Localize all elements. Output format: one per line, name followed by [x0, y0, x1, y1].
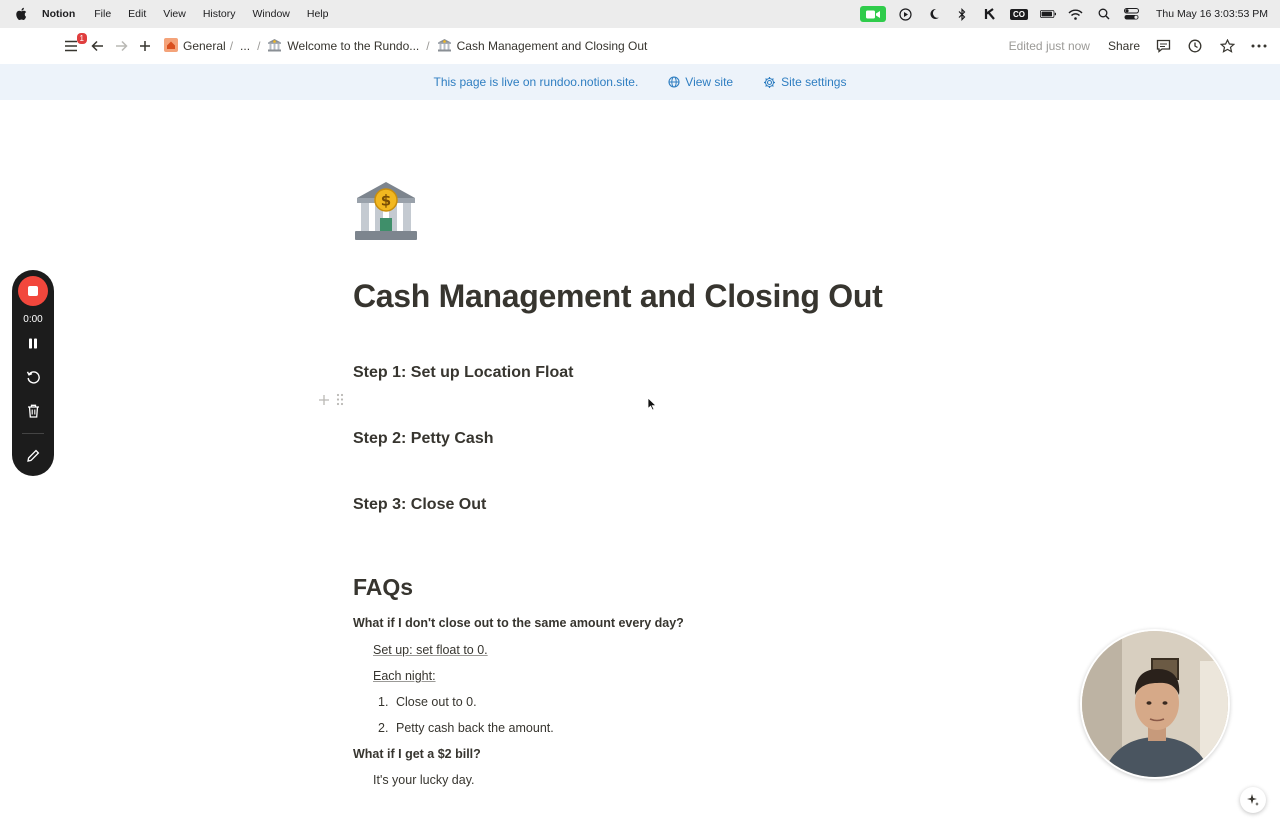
- notion-ai-button[interactable]: [1240, 787, 1266, 813]
- breadcrumb-current-page[interactable]: [437, 38, 648, 55]
- gear-icon: [763, 76, 776, 89]
- menu-bar-clock[interactable]: Thu May 16 3:03:53 PM: [1155, 8, 1268, 20]
- bank-icon[interactable]: [353, 178, 419, 244]
- wifi-icon[interactable]: [1068, 7, 1084, 21]
- heading-step-3[interactable]: Step 3: Close Out: [353, 496, 487, 513]
- restart-icon[interactable]: [23, 367, 43, 387]
- co-app-icon[interactable]: CO: [1010, 9, 1028, 20]
- breadcrumb-current-label: Cash Management and Closing Out: [456, 39, 648, 53]
- svg-text:$: $: [380, 191, 392, 210]
- arrow-left-icon: [91, 40, 104, 52]
- menu-history[interactable]: History: [202, 8, 236, 20]
- faq-answer-setup[interactable]: Set up: set float to 0.: [373, 643, 488, 657]
- list-item[interactable]: [378, 721, 554, 735]
- video-camera-icon[interactable]: [860, 6, 886, 22]
- list-item-number: 2.: [378, 721, 389, 735]
- stop-recording-button[interactable]: [18, 276, 48, 306]
- sidebar-toggle-button[interactable]: [60, 35, 82, 57]
- heading-step-1[interactable]: Step 1: Set up Location Float: [353, 364, 574, 381]
- play-circle-icon[interactable]: [898, 7, 914, 21]
- menu-view[interactable]: View: [163, 8, 186, 20]
- drag-handle-icon[interactable]: [336, 393, 344, 409]
- k-app-icon[interactable]: [982, 7, 998, 21]
- forward-button[interactable]: [110, 35, 132, 57]
- menu-edit[interactable]: Edit: [128, 8, 147, 20]
- globe-icon: [668, 76, 680, 88]
- toolbar-divider: [22, 433, 44, 434]
- bluetooth-icon[interactable]: [954, 7, 970, 21]
- site-settings-label: Site settings: [781, 75, 847, 89]
- block-handle: [318, 393, 344, 409]
- breadcrumb-ellipsis[interactable]: ...: [240, 39, 251, 53]
- bank-icon: [267, 38, 282, 55]
- clock-history-icon[interactable]: [1186, 37, 1204, 55]
- share-button[interactable]: Share: [1107, 39, 1140, 53]
- menu-file[interactable]: File: [94, 8, 112, 20]
- bank-icon: [437, 38, 452, 55]
- recording-toolbar: [12, 270, 54, 476]
- star-icon[interactable]: [1218, 37, 1236, 55]
- notion-topbar: [0, 28, 1280, 64]
- list-item-number: 1.: [378, 695, 389, 709]
- list-item-text: Close out to 0.: [396, 695, 477, 709]
- heading-faqs[interactable]: FAQs: [353, 574, 414, 600]
- add-block-icon[interactable]: [318, 393, 330, 409]
- breadcrumb-welcome-label: Welcome to the Rundo...: [287, 39, 420, 53]
- comments-icon[interactable]: [1154, 37, 1172, 55]
- page-title[interactable]: Cash Management and Closing Out: [353, 278, 883, 314]
- view-site-button[interactable]: [668, 75, 733, 89]
- breadcrumb-separator: /: [426, 39, 430, 53]
- faq-question-1[interactable]: What if I don't close out to the same amount every day?: [353, 616, 684, 630]
- arrow-right-icon: [115, 40, 128, 52]
- house-icon: [164, 38, 178, 55]
- breadcrumb-separator: /: [229, 39, 234, 53]
- back-button[interactable]: [86, 35, 108, 57]
- faq-answer-each-night[interactable]: Each night:: [373, 669, 436, 683]
- edited-status: Edited just now: [1008, 39, 1090, 53]
- site-settings-button[interactable]: [763, 75, 846, 89]
- faq-answer-2[interactable]: It's your lucky day.: [373, 773, 475, 787]
- heading-step-2[interactable]: Step 2: Petty Cash: [353, 430, 494, 447]
- trash-icon[interactable]: [23, 401, 43, 421]
- site-live-message: This page is live on rundoo.notion.site.: [433, 75, 639, 89]
- more-options-icon[interactable]: [1250, 37, 1268, 55]
- list-item[interactable]: [378, 695, 477, 709]
- breadcrumb-general-label: General: [183, 39, 226, 53]
- mouse-cursor-icon: [647, 397, 657, 411]
- list-item-text: Petty cash back the amount.: [396, 721, 554, 735]
- view-site-label: View site: [685, 75, 734, 89]
- stop-icon: [28, 286, 38, 296]
- sparkle-icon: [1246, 793, 1260, 807]
- apple-icon[interactable]: [14, 7, 28, 21]
- recording-timer: 0:00: [23, 314, 43, 325]
- breadcrumb-separator: /: [257, 39, 261, 53]
- breadcrumb-welcome[interactable]: [267, 38, 419, 55]
- pencil-icon[interactable]: [23, 446, 43, 466]
- macos-menu-bar: [0, 0, 1280, 28]
- moon-icon[interactable]: [926, 7, 942, 21]
- battery-icon[interactable]: [1040, 7, 1056, 21]
- menu-icon: [64, 40, 78, 52]
- notification-count-badge: 1: [77, 33, 87, 44]
- menu-app-name[interactable]: Notion: [42, 8, 76, 20]
- pause-icon[interactable]: [23, 333, 43, 353]
- menu-help[interactable]: Help: [306, 8, 329, 20]
- control-center-icon[interactable]: [1124, 7, 1140, 21]
- new-page-button[interactable]: [134, 35, 156, 57]
- site-live-banner: [0, 64, 1280, 100]
- faq-question-2[interactable]: What if I get a $2 bill?: [353, 747, 481, 761]
- webcam-video[interactable]: [1080, 629, 1230, 779]
- breadcrumb-general[interactable]: [164, 38, 226, 55]
- menu-window[interactable]: Window: [252, 8, 290, 20]
- plus-icon: [139, 40, 151, 52]
- search-icon[interactable]: [1096, 7, 1112, 21]
